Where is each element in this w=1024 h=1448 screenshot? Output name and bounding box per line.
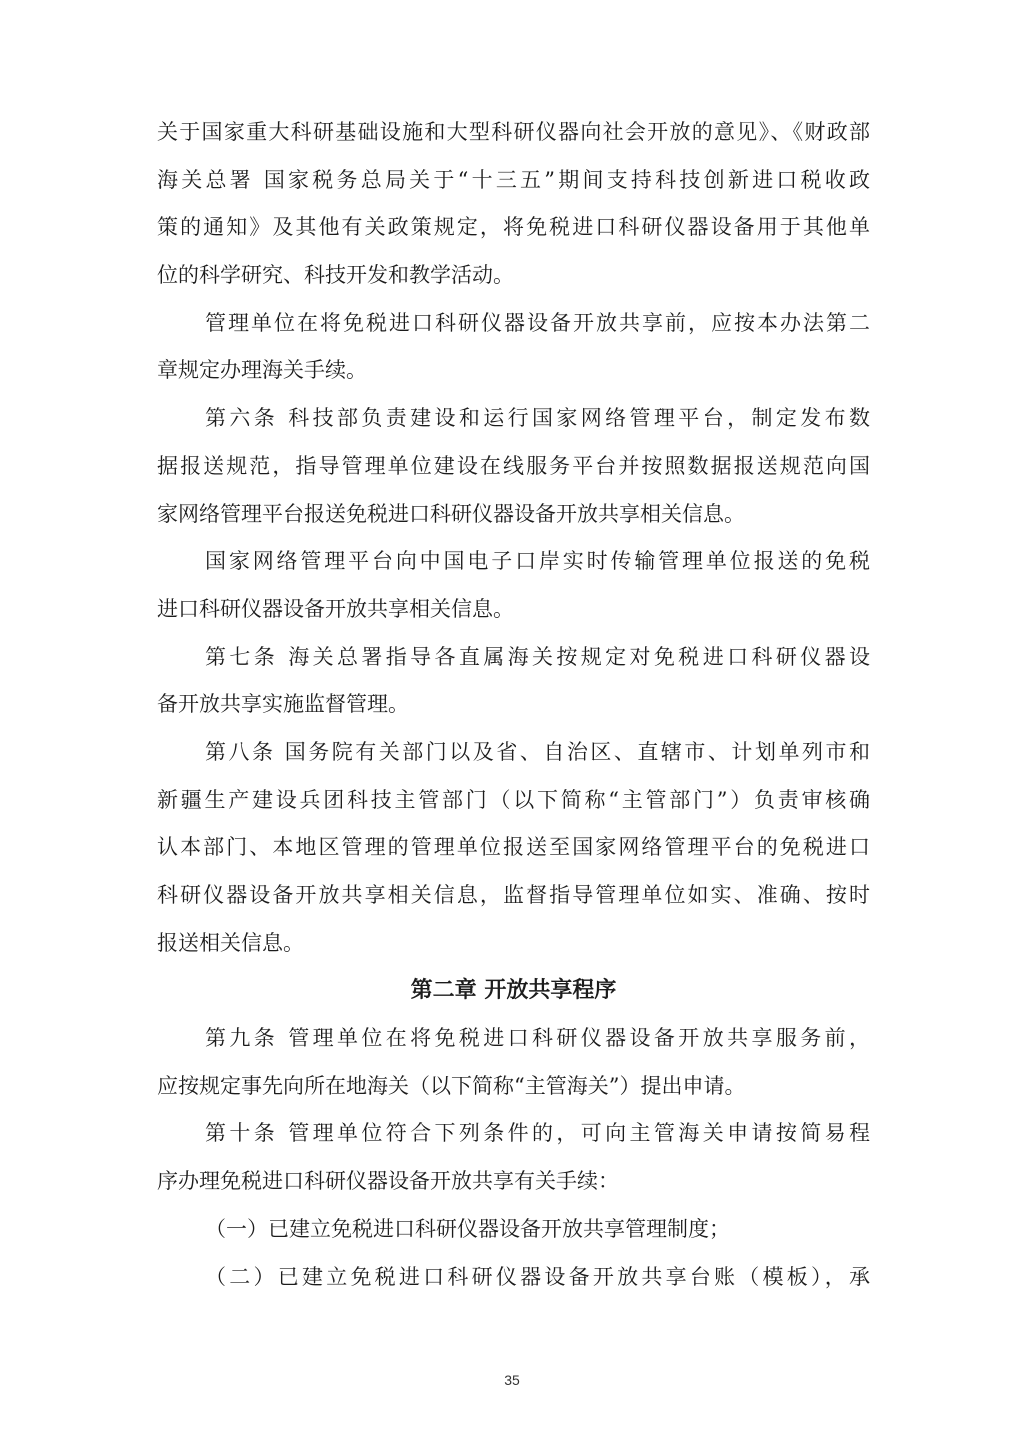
article-7-line: 第七条 海关总署指导各直属海关按规定对免税进口科研仪器设 [205, 644, 870, 669]
body-line: 海关总署 国家税务总局关于“十三五”期间支持科技创新进口税收政 [157, 167, 870, 192]
article-10-line: 第十条 管理单位符合下列条件的，可向主管海关申请按简易程 [205, 1121, 870, 1146]
page-number: 35 [504, 1372, 520, 1388]
list-item: （一）已建立免税进口科研仪器设备开放共享管理制度； [205, 1216, 730, 1241]
article-9-line: 应按规定事先向所在地海关（以下简称“主管海关”）提出申请。 [157, 1073, 746, 1098]
body-line: 章规定办理海关手续。 [157, 358, 367, 383]
chapter-heading: 第二章 开放共享程序 [410, 978, 617, 1004]
list-item: （二）已建立免税进口科研仪器设备开放共享台账（模板），承 [205, 1264, 870, 1289]
article-8-line: 第八条 国务院有关部门以及省、自治区、直辖市、计划单列市和 [205, 739, 870, 764]
body-line: 关于国家重大科研基础设施和大型科研仪器向社会开放的意见》、《财政部 [157, 120, 870, 144]
article-10-line: 序办理免税进口科研仪器设备开放共享有关手续： [157, 1169, 619, 1194]
article-8-line: 认本部门、本地区管理的管理单位报送至国家网络管理平台的免税进口 [157, 835, 870, 860]
article-7-line: 备开放共享实施监督管理。 [157, 692, 409, 717]
body-line: 管理单位在将免税进口科研仪器设备开放共享前，应按本办法第二 [205, 310, 870, 335]
article-8-line: 新疆生产建设兵团科技主管部门（以下简称“主管部门”）负责审核确 [157, 787, 870, 812]
body-line: 进口科研仪器设备开放共享相关信息。 [157, 596, 514, 621]
article-6-line: 据报送规范，指导管理单位建设在线服务平台并按照数据报送规范向国 [157, 453, 870, 478]
article-8-line: 报送相关信息。 [157, 930, 304, 955]
article-6-line: 家网络管理平台报送免税进口科研仪器设备开放共享相关信息。 [157, 501, 745, 526]
body-line: 位的科学研究、科技开发和教学活动。 [157, 263, 514, 288]
article-8-line: 科研仪器设备开放共享相关信息，监督指导管理单位如实、准确、按时 [157, 883, 870, 907]
body-line: 国家网络管理平台向中国电子口岸实时传输管理单位报送的免税 [205, 549, 870, 574]
article-6-line: 第六条 科技部负责建设和运行国家网络管理平台，制定发布数 [205, 406, 870, 431]
body-line: 策的通知》及其他有关政策规定，将免税进口科研仪器设备用于其他单 [157, 215, 870, 240]
article-9-line: 第九条 管理单位在将免税进口科研仪器设备开放共享服务前， [205, 1026, 870, 1051]
document-body [157, 109, 870, 1301]
